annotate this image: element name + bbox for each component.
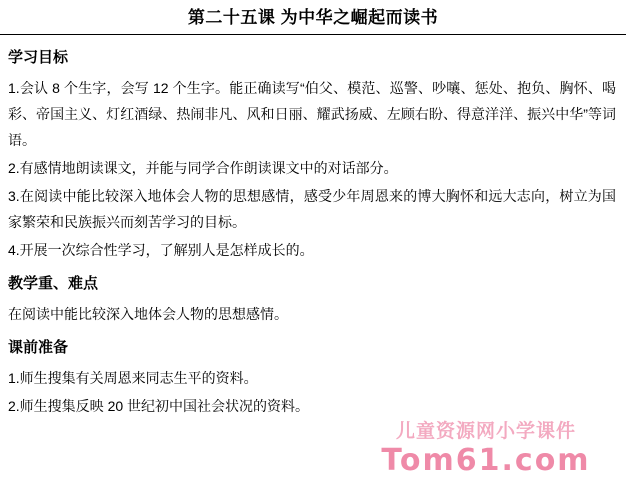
watermark-site-url: Tom61.com — [381, 443, 591, 478]
section-heading-key-points: 教学重、难点 — [8, 275, 99, 292]
watermark-site-name: 儿童资源网小学课件 — [395, 421, 576, 442]
preparation-item-1: 1.师生搜集有关周恩来同志生平的资料。 — [8, 370, 258, 386]
section-heading-preparation: 课前准备 — [8, 339, 69, 356]
title-row — [0, 0, 626, 32]
objective-item-4: 4.开展一次综合性学习，了解别人是怎样成长的。 — [8, 242, 314, 258]
watermark — [352, 420, 620, 478]
document-body — [0, 35, 626, 419]
preparation-item-2: 2.师生搜集反映 20 世纪初中国社会状况的资料。 — [8, 398, 310, 414]
objective-item-1: 1.会认 8 个生字，会写 12 个生字。能正确读写“伯父、模范、巡警、吵嚷、惩处、抱负、胸怀、喝彩、帝国主义、灯红酒绿、热闹非凡、风和日丽、耀武扬威、左顾右盼、得意洋洋、振兴中华”等词语。 — [8, 80, 616, 148]
key-points-text: 在阅读中能比较深入地体会人物的思想感情。 — [8, 306, 288, 322]
page-title: 第二十五课 为中华之崛起而读书 — [187, 8, 439, 27]
objective-item-3: 3.在阅读中能比较深入地体会人物的思想感情，感受少年周恩来的博大胸怀和远大志向，树立为国家繁荣和民族振兴而刻苦学习的目标。 — [8, 188, 616, 230]
objective-item-2: 2.有感情地朗读课文，并能与同学合作朗读课文中的对话部分。 — [8, 160, 398, 176]
section-heading-objectives: 学习目标 — [8, 49, 69, 66]
